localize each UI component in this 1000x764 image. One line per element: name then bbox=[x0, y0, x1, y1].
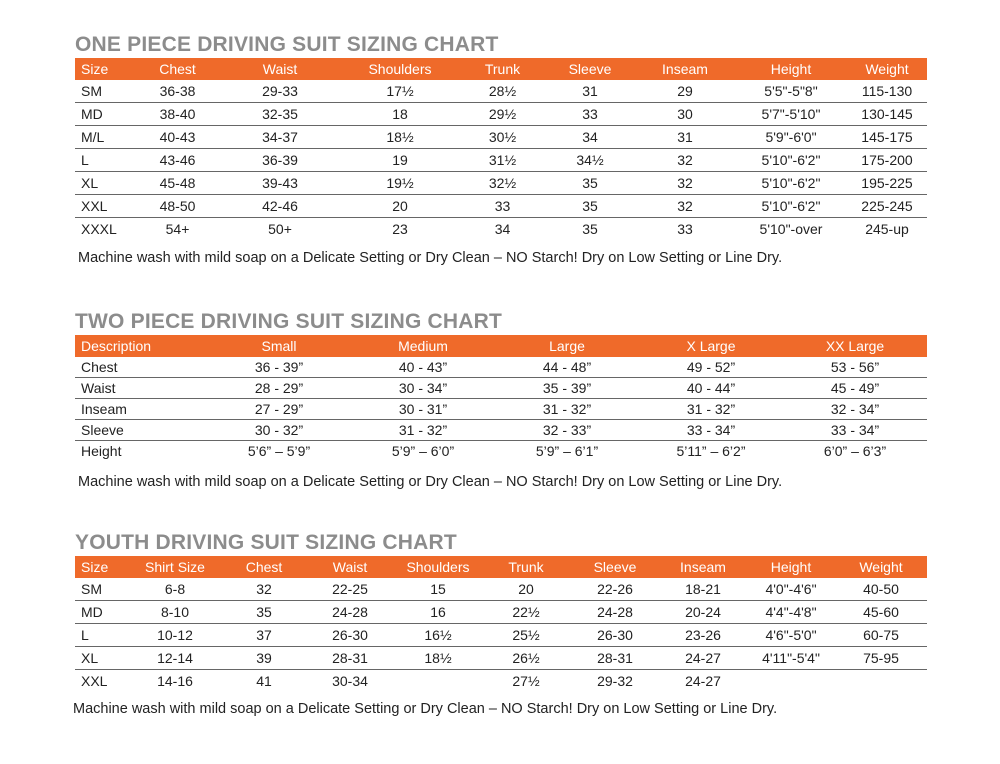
one-piece-title: ONE PIECE DRIVING SUIT SIZING CHART bbox=[75, 33, 499, 56]
table-cell: 27½ bbox=[512, 673, 540, 689]
table-cell: 31 bbox=[635, 126, 735, 149]
table-cell: 25½ bbox=[481, 624, 571, 647]
table-cell: 38-40 bbox=[135, 103, 220, 126]
table-cell: 42-46 bbox=[220, 195, 340, 218]
table-cell: 39 bbox=[223, 647, 305, 670]
table-cell: 30½ bbox=[460, 126, 545, 149]
table-cell: XXL bbox=[81, 673, 108, 689]
table-cell: 35 bbox=[223, 601, 305, 624]
table-cell: 12-14 bbox=[127, 647, 223, 670]
table-cell: L bbox=[75, 624, 127, 647]
column-header: X Large bbox=[639, 335, 783, 357]
table-cell: 4'11"-5'4" bbox=[747, 647, 835, 670]
table-cell: 48-50 bbox=[135, 195, 220, 218]
table-cell: M/L bbox=[75, 126, 135, 149]
table-cell: 31 bbox=[545, 80, 635, 103]
table-cell: 53 - 56” bbox=[783, 357, 927, 378]
table-row bbox=[75, 357, 927, 378]
table-cell: 35 bbox=[545, 172, 635, 195]
table-cell: 245-up bbox=[865, 221, 909, 237]
table-cell: 44 - 48” bbox=[495, 357, 639, 378]
column-header: Inseam bbox=[635, 58, 735, 80]
table-cell: 195-225 bbox=[847, 172, 927, 195]
table-cell: XL bbox=[75, 172, 135, 195]
care-note: Machine wash with mild soap on a Delicate Setting or Dry Clean – NO Starch! Dry on Low Setting or Line Dry. bbox=[78, 474, 783, 490]
table-cell: 5'10"-6'2" bbox=[735, 149, 847, 172]
table-cell: 19½ bbox=[340, 172, 460, 195]
table-cell: 41 bbox=[256, 673, 272, 689]
table-cell: 30 bbox=[635, 103, 735, 126]
table-row bbox=[75, 420, 927, 441]
table-row bbox=[75, 80, 927, 103]
table-cell: 29-32 bbox=[597, 673, 633, 689]
table-cell: 60-75 bbox=[835, 624, 927, 647]
column-header: Medium bbox=[351, 335, 495, 357]
table-cell bbox=[747, 670, 835, 693]
table-row bbox=[75, 670, 927, 693]
column-header: Sleeve bbox=[545, 58, 635, 80]
table-row bbox=[75, 624, 927, 647]
table-cell: 29-33 bbox=[220, 80, 340, 103]
table-cell: 32-35 bbox=[220, 103, 340, 126]
table-cell: 35 - 39” bbox=[495, 378, 639, 399]
column-header: Waist bbox=[220, 58, 340, 80]
table-cell bbox=[395, 670, 481, 693]
table-cell: 5'5"-5"8" bbox=[735, 80, 847, 103]
table-cell: 28 - 29” bbox=[207, 378, 351, 399]
care-note: Machine wash with mild soap on a Delicate Setting or Dry Clean – NO Starch! Dry on Low Setting or Line Dry. bbox=[73, 701, 778, 717]
table-cell: 36 - 39” bbox=[207, 357, 351, 378]
care-note: Machine wash with mild soap on a Delicate Setting or Dry Clean – NO Starch! Dry on Low Setting or Line Dry. bbox=[78, 250, 783, 266]
table-cell: 31 - 32” bbox=[495, 399, 639, 420]
table-cell: 4'4"-4'8" bbox=[747, 601, 835, 624]
table-cell: 30 - 34” bbox=[351, 378, 495, 399]
table-cell: 5’11” – 6’2” bbox=[676, 443, 746, 459]
table-cell: SM bbox=[75, 578, 127, 601]
table-cell: 18½ bbox=[340, 126, 460, 149]
table-cell: 40-50 bbox=[835, 578, 927, 601]
table-header-row bbox=[75, 335, 927, 357]
column-header: Trunk bbox=[460, 58, 545, 80]
table-cell: 5'7"-5'10" bbox=[735, 103, 847, 126]
table-cell: 24-27 bbox=[685, 673, 721, 689]
table-cell: 40 - 43” bbox=[351, 357, 495, 378]
youth-title: YOUTH DRIVING SUIT SIZING CHART bbox=[75, 531, 457, 554]
table-cell: Height bbox=[81, 443, 122, 459]
table-row bbox=[75, 218, 927, 241]
table-row bbox=[75, 578, 927, 601]
table-cell: 225-245 bbox=[847, 195, 927, 218]
youth-table bbox=[75, 556, 927, 692]
table-cell: 130-145 bbox=[847, 103, 927, 126]
table-cell bbox=[835, 670, 927, 693]
column-header: Description bbox=[75, 335, 207, 357]
table-cell: 32 - 34” bbox=[783, 399, 927, 420]
table-cell: MD bbox=[75, 103, 135, 126]
table-cell: 32 bbox=[635, 149, 735, 172]
table-cell: 5’9” – 6’1” bbox=[535, 443, 599, 459]
table-cell: 24-28 bbox=[571, 601, 659, 624]
table-cell: 27 - 29” bbox=[207, 399, 351, 420]
table-cell: 28-31 bbox=[305, 647, 395, 670]
table-cell: 4'6"-5'0" bbox=[747, 624, 835, 647]
table-cell: 28½ bbox=[460, 80, 545, 103]
table-row bbox=[75, 172, 927, 195]
table-cell: 45 - 49” bbox=[783, 378, 927, 399]
table-cell: 14-16 bbox=[157, 673, 193, 689]
table-cell: Sleeve bbox=[75, 420, 207, 441]
table-cell: XXXL bbox=[81, 221, 117, 237]
table-cell: 5'10"-over bbox=[759, 221, 823, 237]
youth-section bbox=[75, 530, 927, 717]
table-cell: 20 bbox=[481, 578, 571, 601]
table-header-row bbox=[75, 556, 927, 578]
table-cell: 18-21 bbox=[659, 578, 747, 601]
column-header: Waist bbox=[305, 556, 395, 578]
table-cell: 22-25 bbox=[305, 578, 395, 601]
table-cell: 40 - 44” bbox=[639, 378, 783, 399]
table-cell: 23-26 bbox=[659, 624, 747, 647]
table-cell: 22½ bbox=[481, 601, 571, 624]
table-cell: 24-27 bbox=[659, 647, 747, 670]
table-cell: 22-26 bbox=[571, 578, 659, 601]
table-cell: 36-38 bbox=[135, 80, 220, 103]
column-header: Shoulders bbox=[395, 556, 481, 578]
table-row bbox=[75, 441, 927, 462]
table-cell: 49 - 52” bbox=[639, 357, 783, 378]
table-cell: 115-130 bbox=[847, 80, 927, 103]
table-cell: 33 - 34” bbox=[783, 420, 927, 441]
table-cell: 35 bbox=[545, 195, 635, 218]
table-row bbox=[75, 149, 927, 172]
table-row bbox=[75, 399, 927, 420]
table-cell: 20 bbox=[340, 195, 460, 218]
table-cell: 32 bbox=[635, 195, 735, 218]
table-cell: Inseam bbox=[75, 399, 207, 420]
table-cell: 19 bbox=[340, 149, 460, 172]
table-cell: 33 - 34” bbox=[639, 420, 783, 441]
table-cell: 4'0"-4'6" bbox=[747, 578, 835, 601]
table-cell: 33 bbox=[677, 221, 693, 237]
table-cell: 8-10 bbox=[127, 601, 223, 624]
table-cell: 35 bbox=[582, 221, 598, 237]
table-cell: 39-43 bbox=[220, 172, 340, 195]
table-cell: 18 bbox=[340, 103, 460, 126]
table-cell: MD bbox=[75, 601, 127, 624]
table-cell: SM bbox=[75, 80, 135, 103]
table-row bbox=[75, 126, 927, 149]
table-cell: XXL bbox=[75, 195, 135, 218]
table-cell: 6-8 bbox=[127, 578, 223, 601]
one-piece-table bbox=[75, 58, 927, 240]
table-cell: 31 - 32” bbox=[351, 420, 495, 441]
table-cell: 40-43 bbox=[135, 126, 220, 149]
table-header-row bbox=[75, 58, 927, 80]
table-cell: 16 bbox=[395, 601, 481, 624]
table-cell: 33 bbox=[460, 195, 545, 218]
table-cell: 31 - 32” bbox=[639, 399, 783, 420]
table-cell: 34-37 bbox=[220, 126, 340, 149]
table-cell: 34½ bbox=[545, 149, 635, 172]
table-cell: 20-24 bbox=[659, 601, 747, 624]
column-header: Height bbox=[735, 58, 847, 80]
column-header: Large bbox=[495, 335, 639, 357]
column-header: Inseam bbox=[659, 556, 747, 578]
table-cell: 5'10"-6'2" bbox=[735, 195, 847, 218]
table-cell: XL bbox=[75, 647, 127, 670]
table-cell: 15 bbox=[395, 578, 481, 601]
table-row bbox=[75, 103, 927, 126]
table-cell: 16½ bbox=[395, 624, 481, 647]
table-row bbox=[75, 378, 927, 399]
table-row bbox=[75, 647, 927, 670]
table-cell: 30-34 bbox=[332, 673, 368, 689]
table-cell: 32 - 33” bbox=[495, 420, 639, 441]
table-cell: 75-95 bbox=[835, 647, 927, 670]
table-cell: 32 bbox=[635, 172, 735, 195]
table-cell: 34 bbox=[494, 221, 511, 237]
column-header: Size bbox=[75, 556, 127, 578]
table-cell: 36-39 bbox=[220, 149, 340, 172]
column-header: Weight bbox=[847, 58, 927, 80]
column-header: Shoulders bbox=[340, 58, 460, 80]
table-row bbox=[75, 195, 927, 218]
table-cell: 24-28 bbox=[305, 601, 395, 624]
table-row bbox=[75, 601, 927, 624]
table-cell: 26-30 bbox=[305, 624, 395, 647]
two-piece-section bbox=[75, 309, 927, 490]
table-cell: 29 bbox=[635, 80, 735, 103]
table-cell: 29½ bbox=[460, 103, 545, 126]
table-cell: 5’9” – 6’0” bbox=[391, 443, 455, 459]
table-cell: 5'9"-6'0" bbox=[735, 126, 847, 149]
column-header: Height bbox=[747, 556, 835, 578]
table-cell: 28-31 bbox=[571, 647, 659, 670]
table-cell: 30 - 32” bbox=[207, 420, 351, 441]
table-cell: 33 bbox=[545, 103, 635, 126]
table-cell: 18½ bbox=[395, 647, 481, 670]
table-cell: 30 - 31” bbox=[351, 399, 495, 420]
two-piece-table bbox=[75, 335, 927, 461]
table-cell: 5'10"-6'2" bbox=[735, 172, 847, 195]
table-cell: 26-30 bbox=[571, 624, 659, 647]
table-cell: 145-175 bbox=[847, 126, 927, 149]
table-cell: L bbox=[75, 149, 135, 172]
table-cell: 54+ bbox=[165, 221, 190, 237]
table-cell: Chest bbox=[75, 357, 207, 378]
table-cell: 34 bbox=[545, 126, 635, 149]
table-cell: 23 bbox=[392, 221, 408, 237]
column-header: Weight bbox=[835, 556, 927, 578]
one-piece-section bbox=[75, 32, 927, 266]
column-header: Small bbox=[207, 335, 351, 357]
column-header: Chest bbox=[135, 58, 220, 80]
table-cell: 26½ bbox=[481, 647, 571, 670]
column-header: Chest bbox=[223, 556, 305, 578]
column-header: Sleeve bbox=[571, 556, 659, 578]
table-cell: 6’0” – 6’3” bbox=[823, 443, 887, 459]
table-cell: 10-12 bbox=[127, 624, 223, 647]
table-cell: 17½ bbox=[340, 80, 460, 103]
table-cell: 175-200 bbox=[847, 149, 927, 172]
column-header: XX Large bbox=[783, 335, 927, 357]
column-header: Trunk bbox=[481, 556, 571, 578]
table-cell: 43-46 bbox=[135, 149, 220, 172]
column-header: Shirt Size bbox=[127, 556, 223, 578]
table-cell: 32½ bbox=[460, 172, 545, 195]
table-cell: 50+ bbox=[268, 221, 292, 237]
table-cell: 5’6” – 5’9” bbox=[247, 443, 311, 459]
table-cell: Waist bbox=[75, 378, 207, 399]
table-cell: 45-60 bbox=[835, 601, 927, 624]
table-cell: 45-48 bbox=[135, 172, 220, 195]
two-piece-title: TWO PIECE DRIVING SUIT SIZING CHART bbox=[75, 310, 503, 333]
table-cell: 37 bbox=[223, 624, 305, 647]
column-header: Size bbox=[75, 58, 135, 80]
table-cell: 32 bbox=[223, 578, 305, 601]
table-cell: 31½ bbox=[460, 149, 545, 172]
